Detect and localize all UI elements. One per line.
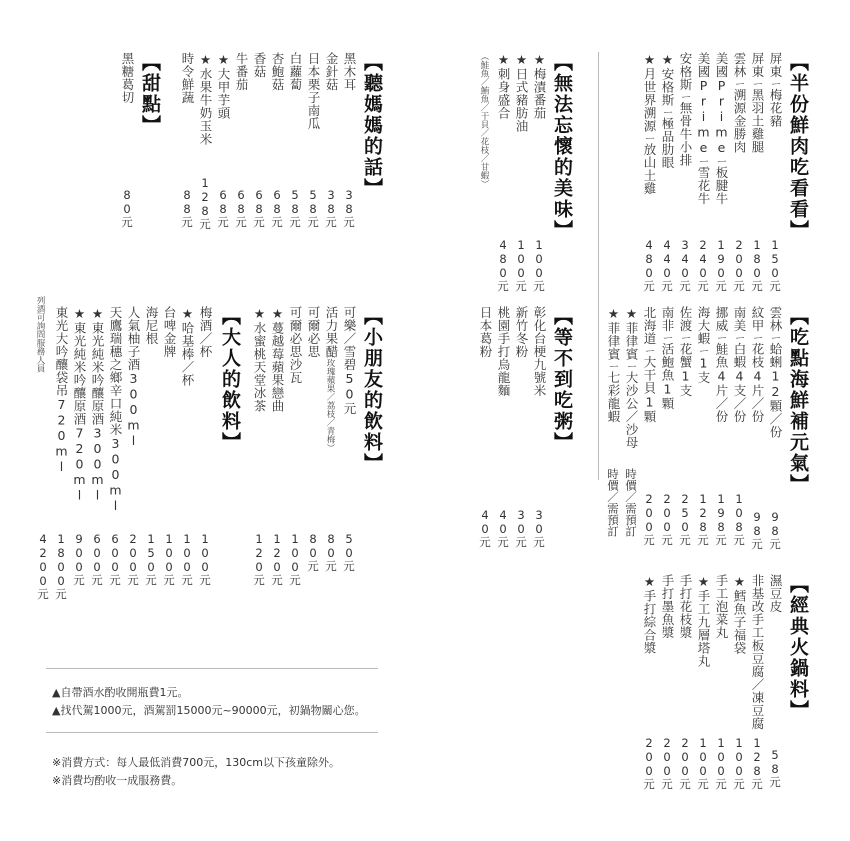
menu-item-name: 梅酒／杯 (198, 306, 213, 358)
menu-item-price: 120元 (252, 532, 266, 586)
menu-item-name: ★手工九層塔丸 (696, 574, 711, 668)
menu-item-price: 600元 (108, 532, 122, 586)
menu-item-name: 新竹冬粉 (514, 306, 529, 358)
menu-item-price: 100元 (532, 238, 546, 292)
menu-item-price: 128元 (750, 736, 764, 790)
menu-item-price: 150元 (768, 238, 782, 292)
menu-item-price: 108元 (732, 492, 746, 546)
menu-item-price: 98元 (750, 510, 764, 550)
menu-item-name: 非基改手工板豆腐／凍豆腐 (750, 574, 765, 730)
menu-item-price: 4200元 (36, 532, 50, 600)
section-title-kids-drinks: 【小朋友的飲料】 (361, 306, 383, 474)
menu-item-price: 30元 (532, 508, 546, 548)
menu-item-name: 金針菇 (324, 52, 339, 91)
menu-item-name: 紋甲ㄧ花枝4片／份 (750, 306, 765, 423)
menu-item-name: 天鷹瑞穗之鄉辛口純米300ml (108, 306, 123, 514)
menu-item-name: 彰化台梗九號米 (532, 306, 547, 397)
menu-item-price: 40元 (496, 508, 510, 548)
menu-item-price: 128元 (198, 176, 212, 230)
menu-item-price: 100元 (180, 532, 194, 586)
menu-item-name: ★手打綜合漿 (642, 574, 657, 655)
menu-item-name: 挪威ㄧ鮭魚4片／份 (714, 306, 729, 423)
menu-item-name: 可爾必思沙瓦 (288, 306, 303, 384)
menu-item-price: 100元 (162, 532, 176, 586)
menu-item-name: 白蘿蔔 (288, 52, 303, 91)
section-title-seafood: 【吃點海鮮補元氣】 (787, 306, 809, 495)
footer-note-drink-drive: ▲找代駕1000元，酒駕罰15000元~90000元，初鍋物關心您。 (52, 704, 366, 717)
menu-item-price: 100元 (288, 532, 302, 586)
footer-note-corkage: ▲自帶酒水酌收開瓶費1元。 (52, 686, 189, 699)
menu-item-name: 雲林ㄧ蛤蜊12顆／份 (768, 306, 783, 439)
menu-item-price: 100元 (714, 736, 728, 790)
menu-item-name: ★菲律賓ㄧ大沙公／沙母 (624, 306, 639, 449)
column-divider (598, 52, 599, 480)
footer-divider-top (46, 668, 378, 669)
menu-item-name: 香菇 (252, 52, 267, 78)
menu-item-price: 440元 (660, 238, 674, 292)
menu-item-name: 可爾必思 (306, 306, 321, 358)
menu-item-price: 40元 (478, 508, 492, 548)
menu-item-price: 240元 (696, 238, 710, 292)
menu-item-price: 時價／需預訂 (606, 468, 620, 537)
menu-item-price: 900元 (72, 532, 86, 586)
menu-item-name: ★菲律賓ㄧ七彩龍蝦 (606, 306, 621, 423)
menu-item-name: 活力果醋 (324, 306, 339, 358)
menu-item-price: 100元 (732, 736, 746, 790)
menu-item-name: ★梅漬番茄 (532, 52, 547, 120)
menu-item-price: 180元 (750, 238, 764, 292)
menu-item-name: 日本葛粉 (478, 306, 493, 358)
menu-item-name: 手工泡菜丸 (714, 574, 729, 639)
menu-item-name: 杏鮑菇 (270, 52, 285, 91)
menu-item-price: 38元 (342, 188, 356, 228)
menu-item-price: 480元 (496, 238, 510, 292)
section-title-dessert: 【甜點】 (139, 52, 161, 136)
menu-item-name: ★刺身盛合 (496, 52, 511, 120)
menu-item-name: ★大甲芋頭 (216, 52, 231, 120)
menu-item-price: 250元 (678, 492, 692, 546)
menu-item-price: 600元 (90, 532, 104, 586)
footer-note-minimum-charge: ※消費方式：每人最低消費700元，130cm以下孩童除外。 (52, 756, 340, 769)
menu-item-name: 佐渡ㄧ花蟹1支 (678, 306, 693, 397)
menu-item-name: 美國Primeㄧ板腱牛 (714, 52, 729, 205)
menu-item-price: 128元 (696, 492, 710, 546)
menu-item-price: 190元 (714, 238, 728, 292)
menu-item-note: （鮭魚／鮪魚／干貝／花枝／甘蝦） (479, 52, 489, 188)
footer-divider-middle (46, 732, 378, 733)
menu-item-price: 100元 (198, 532, 212, 586)
menu-item-price: 58元 (768, 748, 782, 788)
menu-item-price: 200元 (642, 736, 656, 790)
menu-item-name: 屏東ㄧ梅花豬 (768, 52, 783, 128)
menu-item-price: 30元 (514, 508, 528, 548)
menu-item-name: 雲林ㄧ溯源金勝肉 (732, 52, 747, 154)
menu-item-price: 68元 (234, 188, 248, 228)
menu-item-name: 人氣柚子酒300ml (126, 306, 141, 449)
menu-item-price: 198元 (714, 492, 728, 546)
menu-item-price: 200元 (126, 532, 140, 586)
menu-item-name: ★鱈魚子福袋 (732, 574, 747, 655)
menu-item-name: ★水果牛奶玉米 (198, 52, 213, 146)
menu-item-name: ★日式豬肪油 (514, 52, 529, 133)
menu-item-name: 台啤金牌 (162, 306, 177, 358)
menu-item-name: ★東光純米吟釀原酒300ml (90, 306, 105, 503)
menu-item-price: 58元 (288, 188, 302, 228)
menu-item-price: 98元 (768, 510, 782, 550)
section-title-adult-drinks: 【大人的飲料】 (219, 306, 241, 453)
menu-item-name: ★安格斯ㄧ極品肋眼 (660, 52, 675, 169)
menu-item-price: 100元 (696, 736, 710, 790)
menu-item-name: 南非ㄧ活鮑魚1顆 (660, 306, 675, 410)
menu-item-name: 安格斯ㄧ無骨牛小排 (678, 52, 693, 167)
menu-item-price: 58元 (306, 188, 320, 228)
menu-item-price: 200元 (642, 492, 656, 546)
menu-item-name: ★東光純米吟釀原酒720ml (72, 306, 87, 503)
section-title-unforgettable: 【無法忘懷的美味】 (551, 52, 573, 241)
section-title-hotpot: 【經典火鍋料】 (787, 574, 809, 721)
menu-item-name: ★水蜜桃天堂冰茶 (252, 306, 267, 413)
menu-item-name: 海大蝦ㄧ1支 (696, 306, 711, 384)
section-title-half-meat: 【半份鮮肉吃看看】 (787, 52, 809, 241)
menu-item-note: 列酒可詢問服務人員 (35, 296, 45, 373)
menu-item-name: 美國Primeㄧ雪花牛 (696, 52, 711, 205)
menu-item-price: 200元 (660, 736, 674, 790)
menu-item-name: 時令鮮蔬 (180, 52, 195, 104)
menu-item-name: 手打花枝漿 (678, 574, 693, 639)
menu-item-name: ★月世界溯源ㄧ放山土雞 (642, 52, 657, 195)
menu-item-name: 東光大吟釀袋吊720ml (54, 306, 69, 475)
menu-item-name: 屏東ㄧ黑羽土雞腿 (750, 52, 765, 154)
section-title-porridge: 【等不到吃粥】 (551, 306, 573, 453)
menu-item-name: 手打墨魚漿 (660, 574, 675, 639)
menu-item-name: 北海道ㄧ大干貝1顆 (642, 306, 657, 423)
menu-item-price: 200元 (660, 492, 674, 546)
menu-item-price: 1800元 (54, 532, 68, 600)
menu-item-price: 68元 (270, 188, 284, 228)
menu-item-price: 120元 (270, 532, 284, 586)
menu-item-price: 200元 (678, 736, 692, 790)
menu-item-price: 80元 (120, 188, 134, 228)
menu-item-price: 340元 (678, 238, 692, 292)
menu-item-name: 牛番茄 (234, 52, 249, 91)
menu-item-note: （玫瑰蘋果／荔枝／青梅） (325, 350, 335, 452)
menu-item-price: 80元 (324, 532, 338, 572)
menu-item-price: 68元 (216, 188, 230, 228)
menu-item-price: 88元 (180, 188, 194, 228)
menu-item-name: ★哈基棒／杯 (180, 306, 195, 387)
menu-item-name: 濕豆皮 (768, 574, 783, 613)
footer-note-service-fee: ※消費均酌收一成服務費。 (52, 774, 183, 787)
menu-item-name: 可樂／雪碧50元 (342, 306, 357, 415)
menu-item-price: 68元 (252, 188, 266, 228)
menu-item-price: 80元 (306, 532, 320, 572)
menu-item-name: 黑糖葛切 (120, 52, 135, 104)
menu-item-price: 100元 (514, 238, 528, 292)
menu-item-price: 38元 (324, 188, 338, 228)
section-title-mama: 【聽媽媽的話】 (361, 52, 383, 199)
menu-item-price: 150元 (144, 532, 158, 586)
menu-item-name: 南美ㄧ白蝦4支／份 (732, 306, 747, 423)
menu-item-name: ★蔓越莓蘋果戀曲 (270, 306, 285, 413)
menu-item-name: 黑木耳 (342, 52, 357, 91)
menu-item-price: 時價／需預訂 (624, 468, 638, 537)
menu-item-price: 480元 (642, 238, 656, 292)
menu-item-price: 50元 (342, 532, 356, 572)
menu-item-name: 日本栗子南瓜 (306, 52, 321, 130)
menu-item-price: 200元 (732, 238, 746, 292)
menu-item-name: 桃園手打烏龍麵 (496, 306, 511, 397)
menu-item-name: 海尼根 (144, 306, 159, 345)
